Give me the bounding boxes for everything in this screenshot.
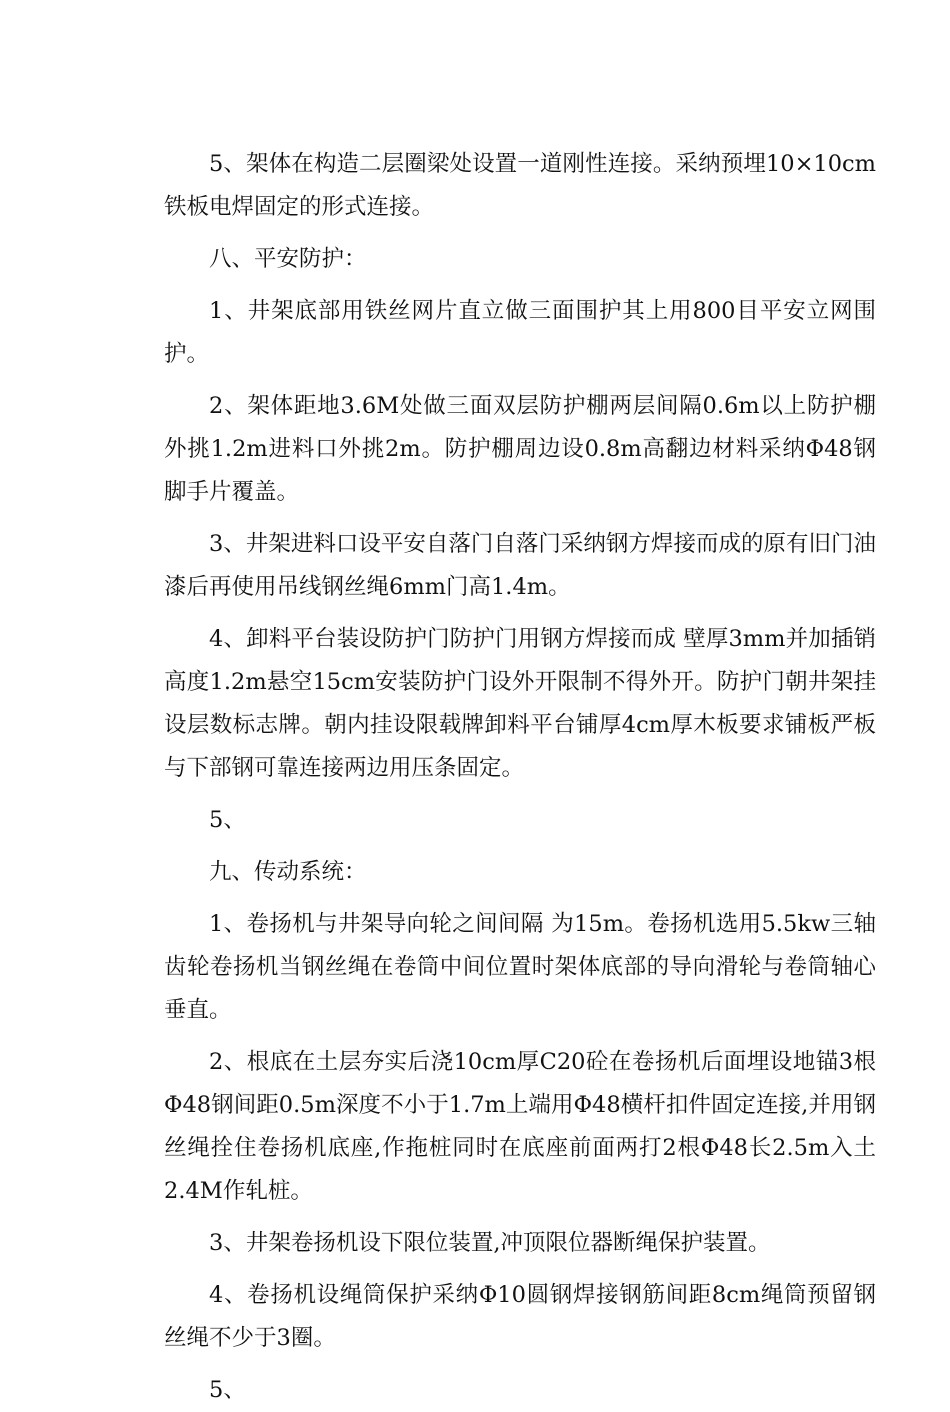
item-2-foundation-anchor: 2、根底在土层夯实后浇10cm厚C20砼在卷扬机后面埋设地锚3根Φ48钢间距0.5m深度不小于1.7m上端用Φ48横杆扣件固定连接,并用钢丝绳拴住卷扬机底座,作拖桩同时在底座前面两打2根Φ48长2.5m入土2.4M作轧桩。 (164, 1049, 876, 1204)
item-1-base-protection: 1、井架底部用铁丝网片直立做三面围护其上用800目平安立网围护。 (164, 298, 876, 367)
document-body (164, 143, 876, 1412)
item-1-winch-distance: 1、卷扬机与井架导向轮之间间隔 为15m。卷扬机选用5.5kw三轴齿轮卷扬机当钢丝绳在卷筒中间位置时架体底部的导向滑轮与卷筒轴心垂直。 (164, 911, 876, 1023)
item-3-limit-device: 3、井架卷扬机设下限位装置,冲顶限位器断绳保护装置。 (209, 1230, 771, 1256)
item-5-empty-b: 5、 (209, 1377, 246, 1403)
item-5-rigid-connection: 5、架体在构造二层圈梁处设置一道刚性连接。采纳预埋10×10cm铁板电焊固定的形式连接。 (164, 151, 876, 220)
item-4-unloading-platform: 4、卸料平台装设防护门防护门用钢方焊接而成 壁厚3mm并加插销高度1.2m悬空15cm安装防护门设外开限制不得外开。防护门朝井架挂设层数标志牌。朝内挂设限载牌卸料平台铺厚4cm厚木板要求铺板严板与下部钢可靠连接两边用压条固定。 (164, 626, 876, 781)
item-2-protective-shed: 2、架体距地3.6M处做三面双层防护棚两层间隔0.6m以上防护棚外挑1.2m进料口外挑2m。防护棚周边设0.8m高翻边材料采纳Φ48钢脚手片覆盖。 (164, 393, 876, 505)
item-5-empty-a: 5、 (209, 807, 246, 833)
section-9-heading: 九、传动系统： (209, 859, 367, 885)
section-8-heading: 八、平安防护： (209, 246, 367, 272)
item-3-self-closing-door: 3、井架进料口设平安自落门自落门采纳钢方焊接而成的原有旧门油漆后再使用吊线钢丝绳6mm门高1.4m。 (164, 531, 876, 600)
item-4-drum-protection: 4、卷扬机设绳筒保护采纳Φ10圆钢焊接钢筋间距8cm绳筒预留钢丝绳不少于3圈。 (164, 1282, 876, 1351)
